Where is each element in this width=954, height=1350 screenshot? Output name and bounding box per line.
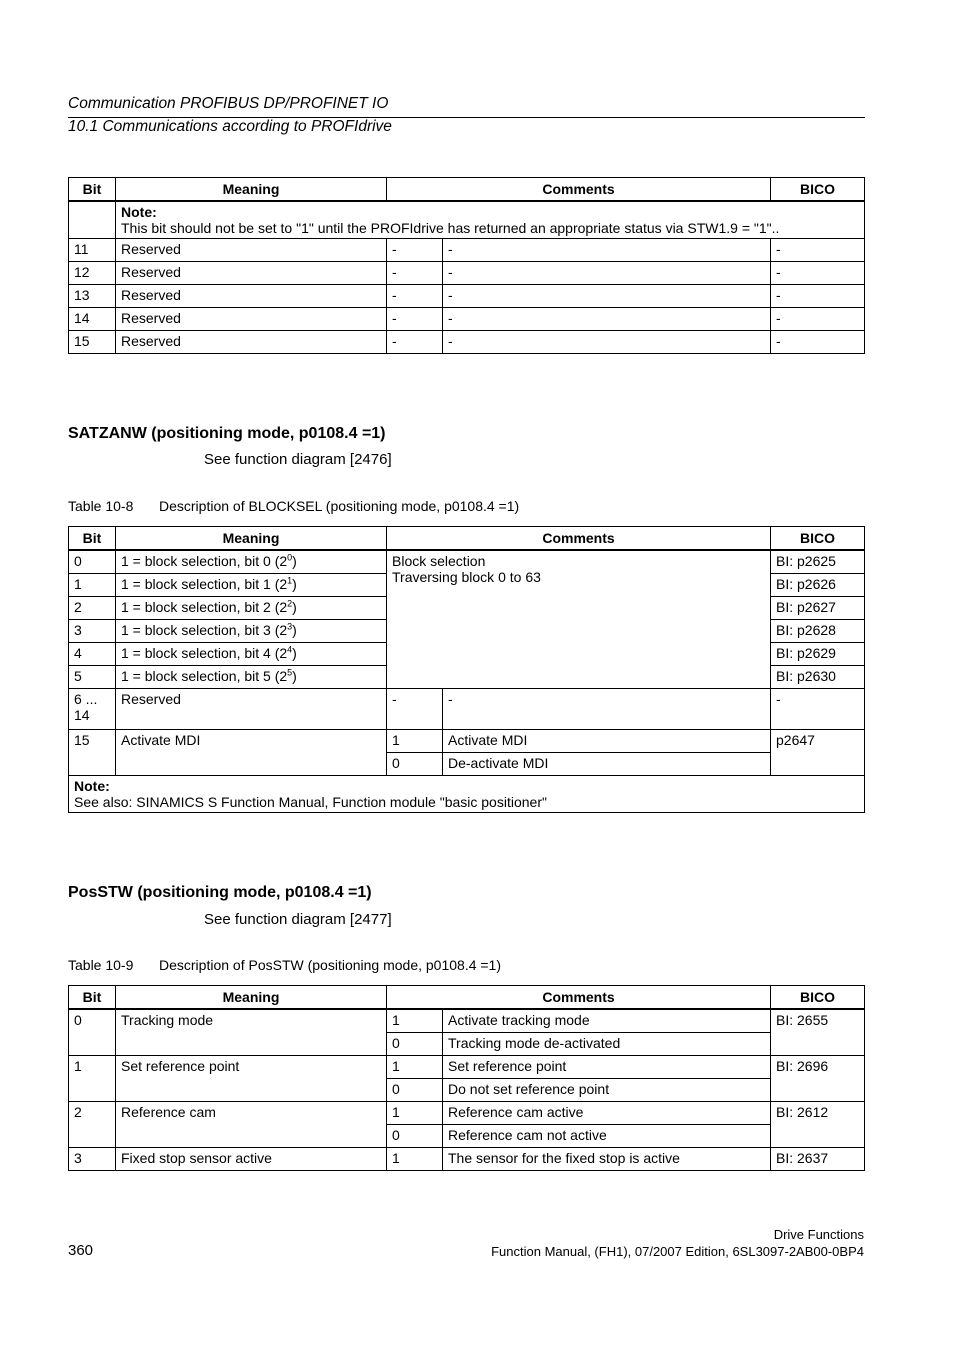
comment-value-cell: 0 <box>387 1033 443 1056</box>
bit-cell: 15 <box>69 331 116 354</box>
bico-cell: - <box>771 308 865 331</box>
bit-cell: 14 <box>69 308 116 331</box>
comment-value-cell: 1 <box>387 1148 443 1171</box>
comment-value-cell: 0 <box>387 1079 443 1102</box>
bico-cell: BI: p2625 <box>771 550 865 574</box>
running-header-section: 10.1 Communications according to PROFIdrive <box>68 118 392 135</box>
comment-text-cell: - <box>443 308 771 331</box>
meaning-cell: 1 = block selection, bit 3 $(2^3)$ <box>116 620 387 643</box>
table-row <box>69 308 865 331</box>
bit-cell: 6 ... 14 <box>69 689 116 730</box>
comment-value-cell: 0 <box>387 753 443 776</box>
table-row <box>69 689 865 730</box>
footer-edition: Function Manual, (FH1), 07/2007 Edition, 6SL3097-2AB00-0BP4 <box>491 1244 864 1259</box>
table-row <box>69 285 865 308</box>
comment-text-cell: Activate MDI <box>443 730 771 753</box>
comment-value-cell: - <box>387 308 443 331</box>
bit-cell: 4 <box>69 643 116 666</box>
bit-cell: 3 <box>69 1148 116 1171</box>
meaning-cell: Set reference point <box>116 1056 387 1102</box>
comment-text-cell: - <box>443 285 771 308</box>
bit-cell: 11 <box>69 239 116 262</box>
bit-cell: 5 <box>69 666 116 689</box>
bit-cell: 3 <box>69 620 116 643</box>
section-heading-posstw: PosSTW (positioning mode, p0108.4 =1) <box>68 884 372 901</box>
bico-cell: BI: 2612 <box>771 1102 865 1148</box>
bico-cell: BI: p2630 <box>771 666 865 689</box>
col-bit: Bit <box>69 178 116 202</box>
caption-label: Table 10-8 <box>68 498 134 514</box>
running-header-title: Communication PROFIBUS DP/PROFINET IO <box>68 95 389 112</box>
col-bit: Bit <box>69 986 116 1010</box>
table-continued-bits <box>68 177 865 354</box>
note-label: Note: <box>121 204 157 220</box>
meaning-cell: Reserved <box>116 689 387 730</box>
meaning-cell: Reserved <box>116 262 387 285</box>
col-comments: Comments <box>387 986 771 1010</box>
meaning-cell: Reserved <box>116 285 387 308</box>
bit-cell: 2 <box>69 597 116 620</box>
comment-text-cell: - <box>443 239 771 262</box>
comment-text-cell: The sensor for the fixed stop is active <box>443 1148 771 1171</box>
bit-cell: 2 <box>69 1102 116 1148</box>
bico-cell: BI: p2629 <box>771 643 865 666</box>
comment-text-cell: Tracking mode de-activated <box>443 1033 771 1056</box>
table-row <box>69 331 865 354</box>
bit-cell: 13 <box>69 285 116 308</box>
comment-text-cell: - <box>443 331 771 354</box>
comment-text-cell: Do not set reference point <box>443 1079 771 1102</box>
table-row <box>69 1148 865 1171</box>
table-row <box>69 1102 865 1125</box>
col-bico: BICO <box>771 178 865 202</box>
meaning-cell: Tracking mode <box>116 1009 387 1056</box>
col-meaning: Meaning <box>116 527 387 551</box>
table-posstw <box>68 985 865 1171</box>
meaning-cell: Reference cam <box>116 1102 387 1148</box>
col-bit: Bit <box>69 527 116 551</box>
table-row <box>69 550 865 574</box>
col-meaning: Meaning <box>116 178 387 202</box>
comment-text-cell: De-activate MDI <box>443 753 771 776</box>
table-caption <box>68 498 519 514</box>
table-row <box>69 1009 865 1033</box>
see-function-diagram: See function diagram [2477] <box>204 911 392 928</box>
col-comments: Comments <box>387 178 771 202</box>
comment-value-cell: 1 <box>387 1009 443 1033</box>
note-cell <box>116 201 865 239</box>
col-meaning: Meaning <box>116 986 387 1010</box>
bico-cell: BI: p2627 <box>771 597 865 620</box>
table-blocksel <box>68 526 865 813</box>
bico-cell: BI: 2655 <box>771 1009 865 1056</box>
meaning-cell: Reserved <box>116 308 387 331</box>
comment-value-cell: 1 <box>387 1102 443 1125</box>
meaning-cell: Activate MDI <box>116 730 387 776</box>
caption-label: Table 10-9 <box>68 957 134 973</box>
col-bico: BICO <box>771 527 865 551</box>
meaning-cell: Reserved <box>116 239 387 262</box>
table-row <box>69 730 865 753</box>
table-row <box>69 1056 865 1079</box>
meaning-cell: 1 = block selection, bit 0 $(2^0)$ <box>116 550 387 574</box>
table-row <box>69 776 865 813</box>
col-bico: BICO <box>771 986 865 1010</box>
meaning-cell: 1 = block selection, bit 2 $(2^2)$ <box>116 597 387 620</box>
meaning-cell: 1 = block selection, bit 4 $(2^4)$ <box>116 643 387 666</box>
bit-cell: 1 <box>69 574 116 597</box>
comment-value-cell: - <box>387 239 443 262</box>
comment-text-cell: - <box>443 689 771 730</box>
bico-cell: - <box>771 689 865 730</box>
comment-text-cell: Activate tracking mode <box>443 1009 771 1033</box>
bico-cell: - <box>771 331 865 354</box>
bico-cell: p2647 <box>771 730 865 776</box>
bico-cell: - <box>771 285 865 308</box>
meaning-cell: Fixed stop sensor active <box>116 1148 387 1171</box>
block-selection-comment: Block selection Traversing block 0 to 63 <box>387 550 771 689</box>
bit-cell: 0 <box>69 1009 116 1056</box>
bit-cell: 1 <box>69 1056 116 1102</box>
bico-cell: BI: p2626 <box>771 574 865 597</box>
note-label: Note: <box>74 778 110 794</box>
bico-cell: - <box>771 239 865 262</box>
comment-value-cell: - <box>387 689 443 730</box>
table-row <box>69 239 865 262</box>
comment-text-cell: - <box>443 262 771 285</box>
bico-cell: BI: 2696 <box>771 1056 865 1102</box>
meaning-cell: 1 = block selection, bit 1 $(2^1)$ <box>116 574 387 597</box>
comment-value-cell: 1 <box>387 1056 443 1079</box>
meaning-cell: Reserved <box>116 331 387 354</box>
table-row <box>69 262 865 285</box>
caption-text: Description of BLOCKSEL (positioning mode, p0108.4 =1) <box>159 498 520 514</box>
comment-text-cell: Set reference point <box>443 1056 771 1079</box>
col-comments: Comments <box>387 527 771 551</box>
comment-value-cell: - <box>387 285 443 308</box>
see-function-diagram: See function diagram [2476] <box>204 451 392 468</box>
note-text: This bit should not be set to "1" until the PROFIdrive has returned an appropriate status via STW1.9 = "1".. <box>121 220 780 236</box>
comment-text-cell: Reference cam not active <box>443 1125 771 1148</box>
bit-cell: 12 <box>69 262 116 285</box>
bico-cell: - <box>771 262 865 285</box>
note-text: See also: SINAMICS S Function Manual, Function module "basic positioner" <box>74 794 547 810</box>
comment-value-cell: 0 <box>387 1125 443 1148</box>
note-cell <box>69 776 865 813</box>
bit-cell: 15 <box>69 730 116 776</box>
bico-cell: BI: 2637 <box>771 1148 865 1171</box>
bico-cell: BI: p2628 <box>771 620 865 643</box>
table-caption <box>68 957 501 973</box>
comment-text-cell: Reference cam active <box>443 1102 771 1125</box>
comment-value-cell: - <box>387 262 443 285</box>
caption-text: Description of PosSTW (positioning mode, p0108.4 =1) <box>159 957 502 973</box>
page-number: 360 <box>68 1242 94 1259</box>
comment-value-cell: - <box>387 331 443 354</box>
comment-value-cell: 1 <box>387 730 443 753</box>
meaning-cell: 1 = block selection, bit 5 $(2^5)$ <box>116 666 387 689</box>
section-heading-satzanw: SATZANW (positioning mode, p0108.4 =1) <box>68 425 386 442</box>
footer-book-title: Drive Functions <box>773 1227 864 1242</box>
bit-cell: 0 <box>69 550 116 574</box>
